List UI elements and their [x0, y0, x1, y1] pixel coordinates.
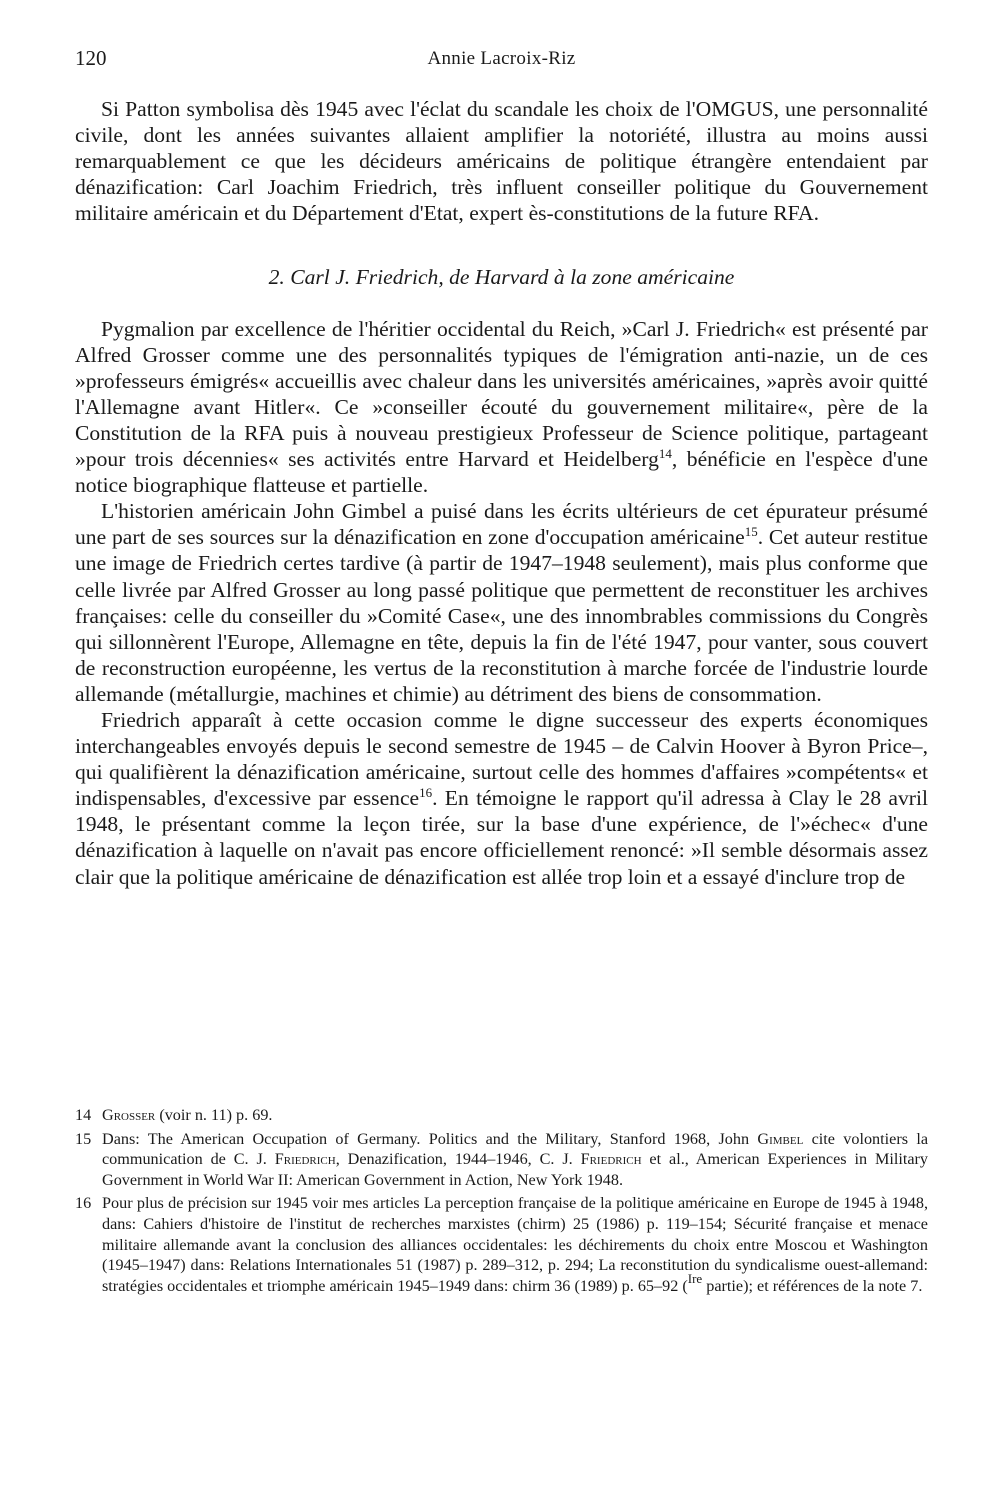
paragraph — [75, 96, 928, 226]
footnote-text: Gimbel — [757, 1129, 804, 1148]
footnote-number: 16 — [75, 1194, 92, 1213]
paragraph-text: L'historien américain John Gimbel a puisé dans les écrits ultérieurs de cet épurateur présumé une part de ses sources sur la dénazification en zone d'occupation américaine — [75, 499, 928, 550]
paragraph-text: Pygmalion par excellence de l'héritier occidental du Reich, »Carl J. Friedrich« est présenté par Alfred Grosser comme une des personnalités typiques de l'émigration anti-nazie, un de ces »professeurs émigrés« accueillis avec chaleur dans les universités américaines, »après avoir quitté l'Allemagne avant Hitler«. Ce »conseiller écouté du gouvernement militaire«, père de la Constitution de la RFA puis à nouveau prestigieux Professeur de Science politique, partageant »pour trois décennies« ses activités entre Harvard et Heidelberg — [75, 316, 928, 472]
running-head — [75, 46, 928, 76]
footnote-text: , Denazification, 1944–1946, C. J. — [335, 1150, 581, 1169]
footnote — [75, 1105, 928, 1126]
paragraph-text: Friedrich apparaît à cette occasion comme le digne successeur des experts économiques interchangeables envoyés depuis le second semestre de 1945 – de Calvin Hoover à Byron Price–, qui qualifièrent la dénazification américaine, surtout celle des hommes d'affaires »compétents« et indispensables, d'excessive par essence — [75, 707, 928, 811]
footnotes — [75, 1105, 928, 1299]
paragraph — [75, 707, 928, 890]
footnote-number: 14 — [75, 1106, 92, 1124]
footnote-number: 15 — [75, 1129, 92, 1148]
footnote-text: Grosser — [102, 1106, 156, 1124]
footnote-reference[interactable]: 15 — [744, 524, 758, 540]
footnote-text: cite volontiers la communication de C. J. — [102, 1129, 928, 1169]
footnote-text: Ire — [687, 1270, 703, 1286]
section-heading: 2. Carl J. Friedrich, de Harvard à la zone américaine — [268, 265, 735, 290]
running-title: Annie Lacroix-Riz — [427, 48, 576, 69]
footnote-text: et al., American Experiences in Military Government in World War II: American Government in Action, New York 1948. — [102, 1150, 929, 1189]
paragraph-text: . En témoigne le rapport qu'il adressa à Clay le 28 avril 1948, le présentant comme la leçon tirée, sur la base d'une expérience, de l'»échec« d'une dénazification à laquelle on n'avait pas encore officiellement renoncé: »Il semble désormais assez clair que la politique américaine de dénazification est allée trop loin et a essayé d'inclure trop de — [75, 786, 928, 889]
page-number: 120 — [75, 46, 107, 70]
footnote-reference[interactable]: 14 — [658, 446, 672, 462]
footnote-text: Friedrich — [580, 1150, 642, 1169]
paragraph — [75, 316, 928, 499]
footnote-text: Pour plus de précision sur 1945 voir mes articles La perception française de la politique américaine en Europe de 1945 à 1948, dans: Cahiers d'histoire de l'institut de recherches marxistes (chirm) 25 (1986) p. 119–154; Sécurité française et menace militaire allemande avant la conclusion des alliances occidentales: les déchirements du choix entre Moscou et Washington (1945–1947) dans: Relations Internationales 51 (1987) p. 289–312, p. 294; La reconstitution du syndicalisme ouest-allemand: stratégies occidentales et triomphe américain 1945–1949 dans: chirm 36 (1989) p. 65–92 ( — [102, 1194, 928, 1295]
footnote-text: Dans: The American Occupation of Germany. Politics and the Military, Stanford 1968, John — [102, 1129, 758, 1148]
paragraph — [75, 498, 928, 707]
paragraph-text: , bénéficie en l'espèce d'une notice biographique flatteuse et partielle. — [75, 447, 928, 498]
footnote-text: partie); et références de la note 7. — [702, 1276, 923, 1295]
footnote-text: (voir n. 11) p. 69. — [155, 1106, 273, 1124]
paragraph-text: Si Patton symbolisa dès 1945 avec l'éclat du scandale les choix de l'OMGUS, une personnalité civile, dont les années suivantes allaient amplifier la notoriété, illustra au moins aussi remarquablement ce que les décideurs américains de politique étrangère entendaient par dénazification: Carl Joachim Friedrich, très influent conseiller politique du Gouvernement militaire américain et du Département d'Etat, expert ès-constitutions de la future RFA. — [75, 97, 928, 226]
footnote-reference[interactable]: 16 — [419, 785, 433, 801]
paragraph-text: . Cet auteur restitue une image de Friedrich certes tardive (à partir de 1947–1948 seulement), mais plus conforme que celle livrée par Alfred Grosser au long passé politique que permettent de reconstituer les archives françaises: celle du conseiller du »Comité Case«, une des innombrables commissions du Congrès qui sillonnèrent l'Europe, Allemagne en tête, depuis la fin de l'été 1947, pour vanter, sous couvert de reconstruction européenne, les vertus de la reconstitution à marche forcée de l'industrie lourde allemande (métallurgie, machines et chimie) au détriment des biens de consommation. — [75, 525, 928, 706]
footnote-text: Friedrich — [274, 1150, 336, 1169]
body-text — [75, 96, 928, 890]
footnote — [75, 1193, 928, 1296]
footnote — [75, 1129, 928, 1191]
